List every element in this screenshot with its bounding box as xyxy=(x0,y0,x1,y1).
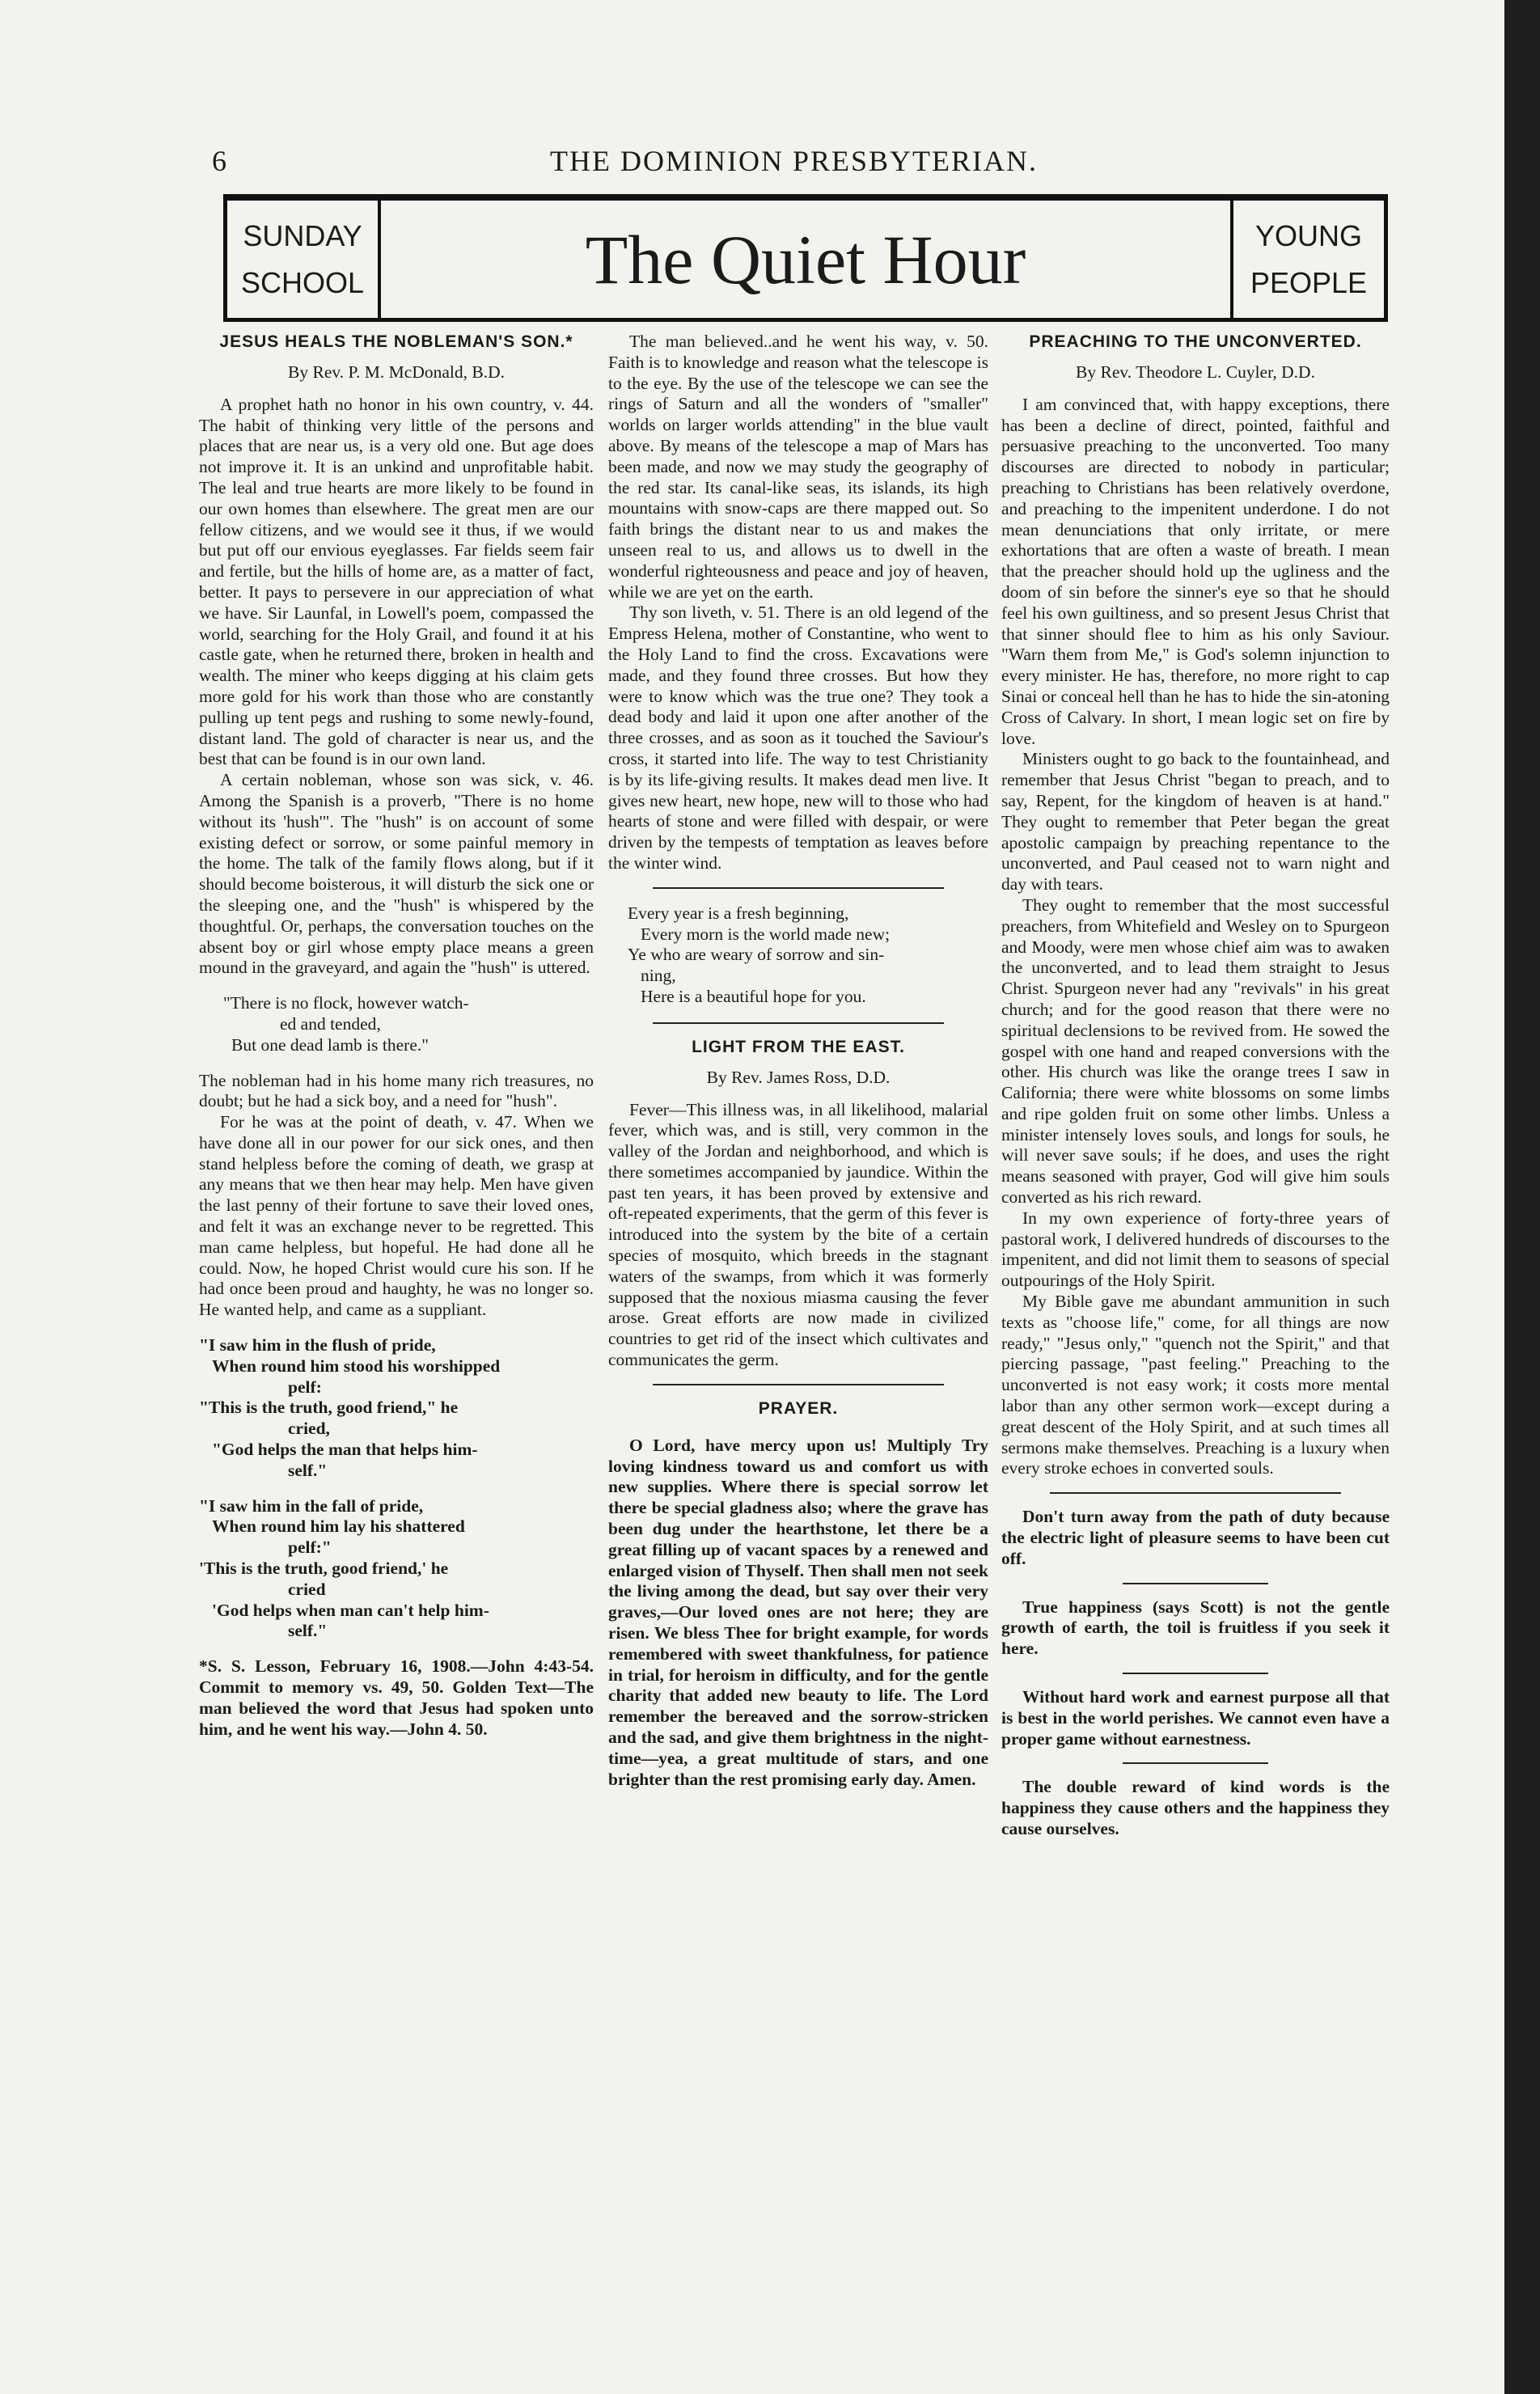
column-left xyxy=(199,332,594,1740)
verse-line: 'God helps when man can't help him- xyxy=(212,1600,489,1620)
scan-edge xyxy=(1504,0,1540,2394)
column-middle xyxy=(608,332,988,1790)
paragraph: In my own experience of forty-three years of pastoral work, I delivered hundreds of discourses to the impenitent, and did not limit them to seasons of special outpourings of the Holy Spirit. xyxy=(1001,1208,1390,1291)
page-number: 6 xyxy=(212,145,226,177)
paragraph: The nobleman had in his home many rich treasures, no doubt; but he had a sick boy, and a need for "hush". xyxy=(199,1070,594,1111)
verse-line: When round him stood his worshipped xyxy=(212,1356,501,1376)
masthead-title: The Quiet Hour xyxy=(585,220,1026,298)
verse-line: 'This is the truth, good friend,' he xyxy=(199,1559,449,1579)
verse xyxy=(199,1335,594,1482)
masthead-right-line2: PEOPLE xyxy=(1250,265,1368,299)
verse-line: ning, xyxy=(641,966,676,986)
verse-line: self." xyxy=(288,1621,328,1641)
verse-line: Every year is a fresh beginning, xyxy=(628,903,849,923)
short-item: The double reward of kind words is the happiness they cause others and the happiness they cause ourselves. xyxy=(1001,1777,1390,1838)
paragraph: A prophet hath no honor in his own country, v. 44. The habit of thinking very little of the persons and places that are near us, is a very old one. But age does not improve it. It is an unkind and unprofitable habit. The leal and true hearts are more likely to be found in our own homes than elsewhere. The great men are our fellow citizens, and we would see it thus, if we would but put off our envious eyeglasses. Far fields seem fair and fertile, but the hills of home are, as a matter of fact, better. It pays to persevere in our appreciation of what we have. Sir Launfal, in Lowell's poem, compassed the world, searching for the Holy Grail, and found it at his castle gate, when he returned there, broken in health and wealth. The miner who keeps digging at his claim gets more gold for his work than those who are constantly pulling up tent pegs and rushing to some newly-found, distant land. The gold of character is near us, and the best that can be found is in our own land. xyxy=(199,394,594,769)
verse-line: "I saw him in the flush of pride, xyxy=(199,1335,436,1356)
divider xyxy=(1123,1583,1268,1584)
paragraph: Fever—This illness was, in all likelihood, malarial fever, which was, and is still, very common in the valley of the Jordan and neighborhood, and which is there sometimes accompanied by jaundice. Within the past ten years, it has been proved by extensive and oft-repeated experiments, that the germ of this fever is introduced into the system by the bite of a certain species of mosquito, which breeds in the stagnant waters of the swamps, from which it was formerly supposed that the noxious miasma causing the fever arose. Great efforts are now made in civilized countries to get rid of the insect which cultivates and communicates the germ. xyxy=(608,1099,988,1370)
article-heading: JESUS HEALS THE NOBLEMAN'S SON.* xyxy=(219,332,573,351)
divider xyxy=(653,1022,944,1024)
verse-line: When round him lay his shattered xyxy=(212,1516,465,1537)
verse-line: pelf: xyxy=(288,1377,322,1397)
masthead-left-box xyxy=(227,201,381,318)
paragraph: They ought to remember that the most successful preachers, from Whitefield and Wesley on to Spurgeon and Moody, were men whose chief aim was to awaken the unconverted, and to lead them straight to Jesus Christ. Spurgeon never had any "revivals" in his great church; and for the good reason that there were no spiritual declensions to be revived from. He sowed the gospel with one hand and reaped conversions with the other. His church was like the orange trees I saw in California; there were white blossoms on some limbs and ripe golden fruit on some other limbs. Unless a minister intensely loves souls, and longs for souls, he will never save souls; if he does, and uses the right means seasoned with prayer, God will give him souls converted as his rich reward. xyxy=(1001,895,1390,1208)
verse-line: cried xyxy=(288,1579,326,1599)
footnote: *S. S. Lesson, February 16, 1908.—John 4:43-54. Commit to memory vs. 49, 50. Golden Text—The man believed the word that Jesus had spoken unto him, and he went his way.—John 4. 50. xyxy=(199,1656,594,1739)
verse-line: pelf:" xyxy=(288,1537,332,1558)
short-item: True happiness (says Scott) is not the gentle growth of earth, the toil is fruitless if you seek it here. xyxy=(1001,1597,1390,1659)
verse-line: Here is a beautiful hope for you. xyxy=(641,986,866,1006)
verse-line: "I saw him in the fall of pride, xyxy=(199,1495,424,1516)
masthead xyxy=(223,194,1388,322)
spacer xyxy=(608,1419,988,1436)
column-right xyxy=(1001,332,1390,1840)
divider xyxy=(653,1384,944,1385)
divider xyxy=(1123,1762,1268,1764)
article-byline: By Rev. P. M. McDonald, B.D. xyxy=(288,362,505,382)
verse-line: "God helps the man that helps him- xyxy=(212,1440,478,1460)
divider xyxy=(1123,1673,1268,1674)
paragraph: For he was at the point of death, v. 47. When we have done all in our power for our sick ones, and then stand helpless before the coming of death, we grasp at any means that we then hear may help. Men have given the last penny of their fortune to save their loved ones, and felt it was an exchange never to be regretted. This man came helpless, but hopeful. He had done all he could. Now, he hoped Christ would cure his son. If he had once been proud and haughty, he was no longer so. He wanted help, and came as a suppliant. xyxy=(199,1112,594,1320)
verse xyxy=(608,903,988,1008)
article-byline: By Rev. James Ross, D.D. xyxy=(706,1067,891,1087)
masthead-left-line2: SCHOOL xyxy=(240,265,365,299)
paragraph: The man believed..and he went his way, v. 50. Faith is to knowledge and reason what the telescope is to the eye. By the use of the telescope we can see the rings of Saturn and all the wonders of "smaller" worlds on larger worlds attending" in the blue vault above. By means of the telescope a map of Mars has been made, and now we may study the geography of the red star. Its canal-like seas, its islands, its high mountains with snow-caps are there mapped out. So faith brings the distant near to us and makes the unseen real to us, and allows us to dwell in the wonderful righteousness and peace and joy of heaven, while we are yet on the earth. xyxy=(608,332,988,602)
paragraph: My Bible gave me abundant ammunition in such texts as "choose life," come, for all things are now ready," "Jesus only," "quench not the Spirit," and that piercing passage, "past feeling." Preaching to the unconverted is not easy work; it costs more mental labor than any other sermon work—except during a great descent of the Holy Spirit, and at such times all sermons make themselves. Preaching is a luxury when every stroke echoes in converted souls. xyxy=(1001,1292,1390,1478)
verse-line: self." xyxy=(288,1460,328,1480)
verse-line: ed and tended, xyxy=(280,1013,381,1034)
verse-line: But one dead lamb is there." xyxy=(231,1034,429,1055)
verse-line: "There is no flock, however watch- xyxy=(223,993,469,1013)
divider xyxy=(653,887,944,889)
running-title: THE DOMINION PRESBYTERIAN. xyxy=(550,145,1038,177)
paragraph: Ministers ought to go back to the fountainhead, and remember that Jesus Christ "began to preach, and to say, Repent, for the kingdom of heaven is at hand." They ought to remember that Peter began the great apostolic campaign by preaching repentance to the unconverted, and Paul ceased not to warn night and day with tears. xyxy=(1001,749,1390,895)
paragraph: I am convinced that, with happy exceptions, there has been a decline of direct, pointed, faithful and persuasive preaching to the unconverted. Too many discourses are directed to nobody in particular; preaching to Christians has been relatively overdone, and preaching to the impenitent underdone. I do not mean denunciations that only irritate, or mere exhortations that are often a waste of breath. I mean that the preacher should hold up the ugliness and the doom of sin before the sinner's eye so that he should feel his own guiltiness, and so present Jesus Christ that that sinner should flee to him as his only Saviour. "Warn them from Me," is God's solemn injunction to every minister. He has, therefore, no more right to cap Sinai or conceal hell than he has to hide the sin-atoning Cross of Calvary. In short, I mean logic set on fire by love. xyxy=(1001,394,1390,748)
article-heading: PREACHING TO THE UNCONVERTED. xyxy=(1029,332,1362,351)
article-heading: PRAYER. xyxy=(758,1398,839,1418)
masthead-right-box xyxy=(1230,201,1384,318)
paragraph: A certain nobleman, whose son was sick, v. 46. Among the Spanish is a proverb, "There is no home without its 'hush'". The "hush" is on account of some existing defect or sorrow, or some painful memory in the home. The talk of the family flows along, but if it should become boisterous, it will disturb the sick one or the sleeping one, and the "hush" is whispered by the thoughtful. Or, perhaps, the conversation touches on the absent boy or girl whose empty place means a green mound in the graveyard, and again the "hush" is uttered. xyxy=(199,770,594,978)
masthead-left-line1: SUNDAY xyxy=(243,218,362,252)
short-item: Without hard work and earnest purpose all that is best in the world perishes. We cannot even have a proper game without earnestness. xyxy=(1001,1687,1390,1749)
verse-line: "This is the truth, good friend," he xyxy=(199,1398,459,1418)
article-byline: By Rev. Theodore L. Cuyler, D.D. xyxy=(1076,362,1315,382)
paragraph: Thy son liveth, v. 51. There is an old legend of the Empress Helena, mother of Constantine, who went to the Holy Land to find the cross. Excavations were made, and they found three crosses. But how they were to know which was the true one? They took a dead body and laid it upon one after another of the three crosses, and as soon as it touched the Saviour's cross, it started into life. The way to test Christianity is by its life-giving results. It makes dead men live. It gives new heart, new hope, new will to those who had hearts of stone and were filled with despair, or were driven by the tempests of temptation as leaves before the winter wind. xyxy=(608,603,988,873)
divider xyxy=(1050,1492,1341,1494)
verse-line: Ye who are weary of sorrow and sin- xyxy=(628,945,885,965)
verse xyxy=(199,993,594,1055)
verse xyxy=(199,1496,594,1643)
verse-line: cried, xyxy=(288,1419,330,1439)
verse-line: Every morn is the world made new; xyxy=(641,924,891,944)
short-item: Don't turn away from the path of duty because the electric light of pleasure seems to have been cut off. xyxy=(1001,1507,1390,1568)
paragraph: O Lord, have mercy upon us! Multiply Try loving kindness toward us and comfort us with new supplies. Where there is special sorrow let there be special gladness also; where the grave has been dug under the hearthstone, let there be a great filling up of vacant spaces by a renewed and enlarged vision of Thyself. Then shall men not seek the living among the dead, but say over their very graves,—Our loved ones are not here; they are risen. We bless Thee for bright example, for words remembered with sweet thankfulness, for patience in trial, for heroism in difficulty, and for the gentle charity that added new beauty to life. The Lord remember the bereaved and the sorrow-stricken and the sad, and give them brightness in the night-time—yea, a great multitude of stars, and one brighter than the rest promising early day. Amen. xyxy=(608,1435,988,1789)
masthead-right-line1: YOUNG xyxy=(1254,218,1362,252)
article-heading: LIGHT FROM THE EAST. xyxy=(692,1037,905,1056)
